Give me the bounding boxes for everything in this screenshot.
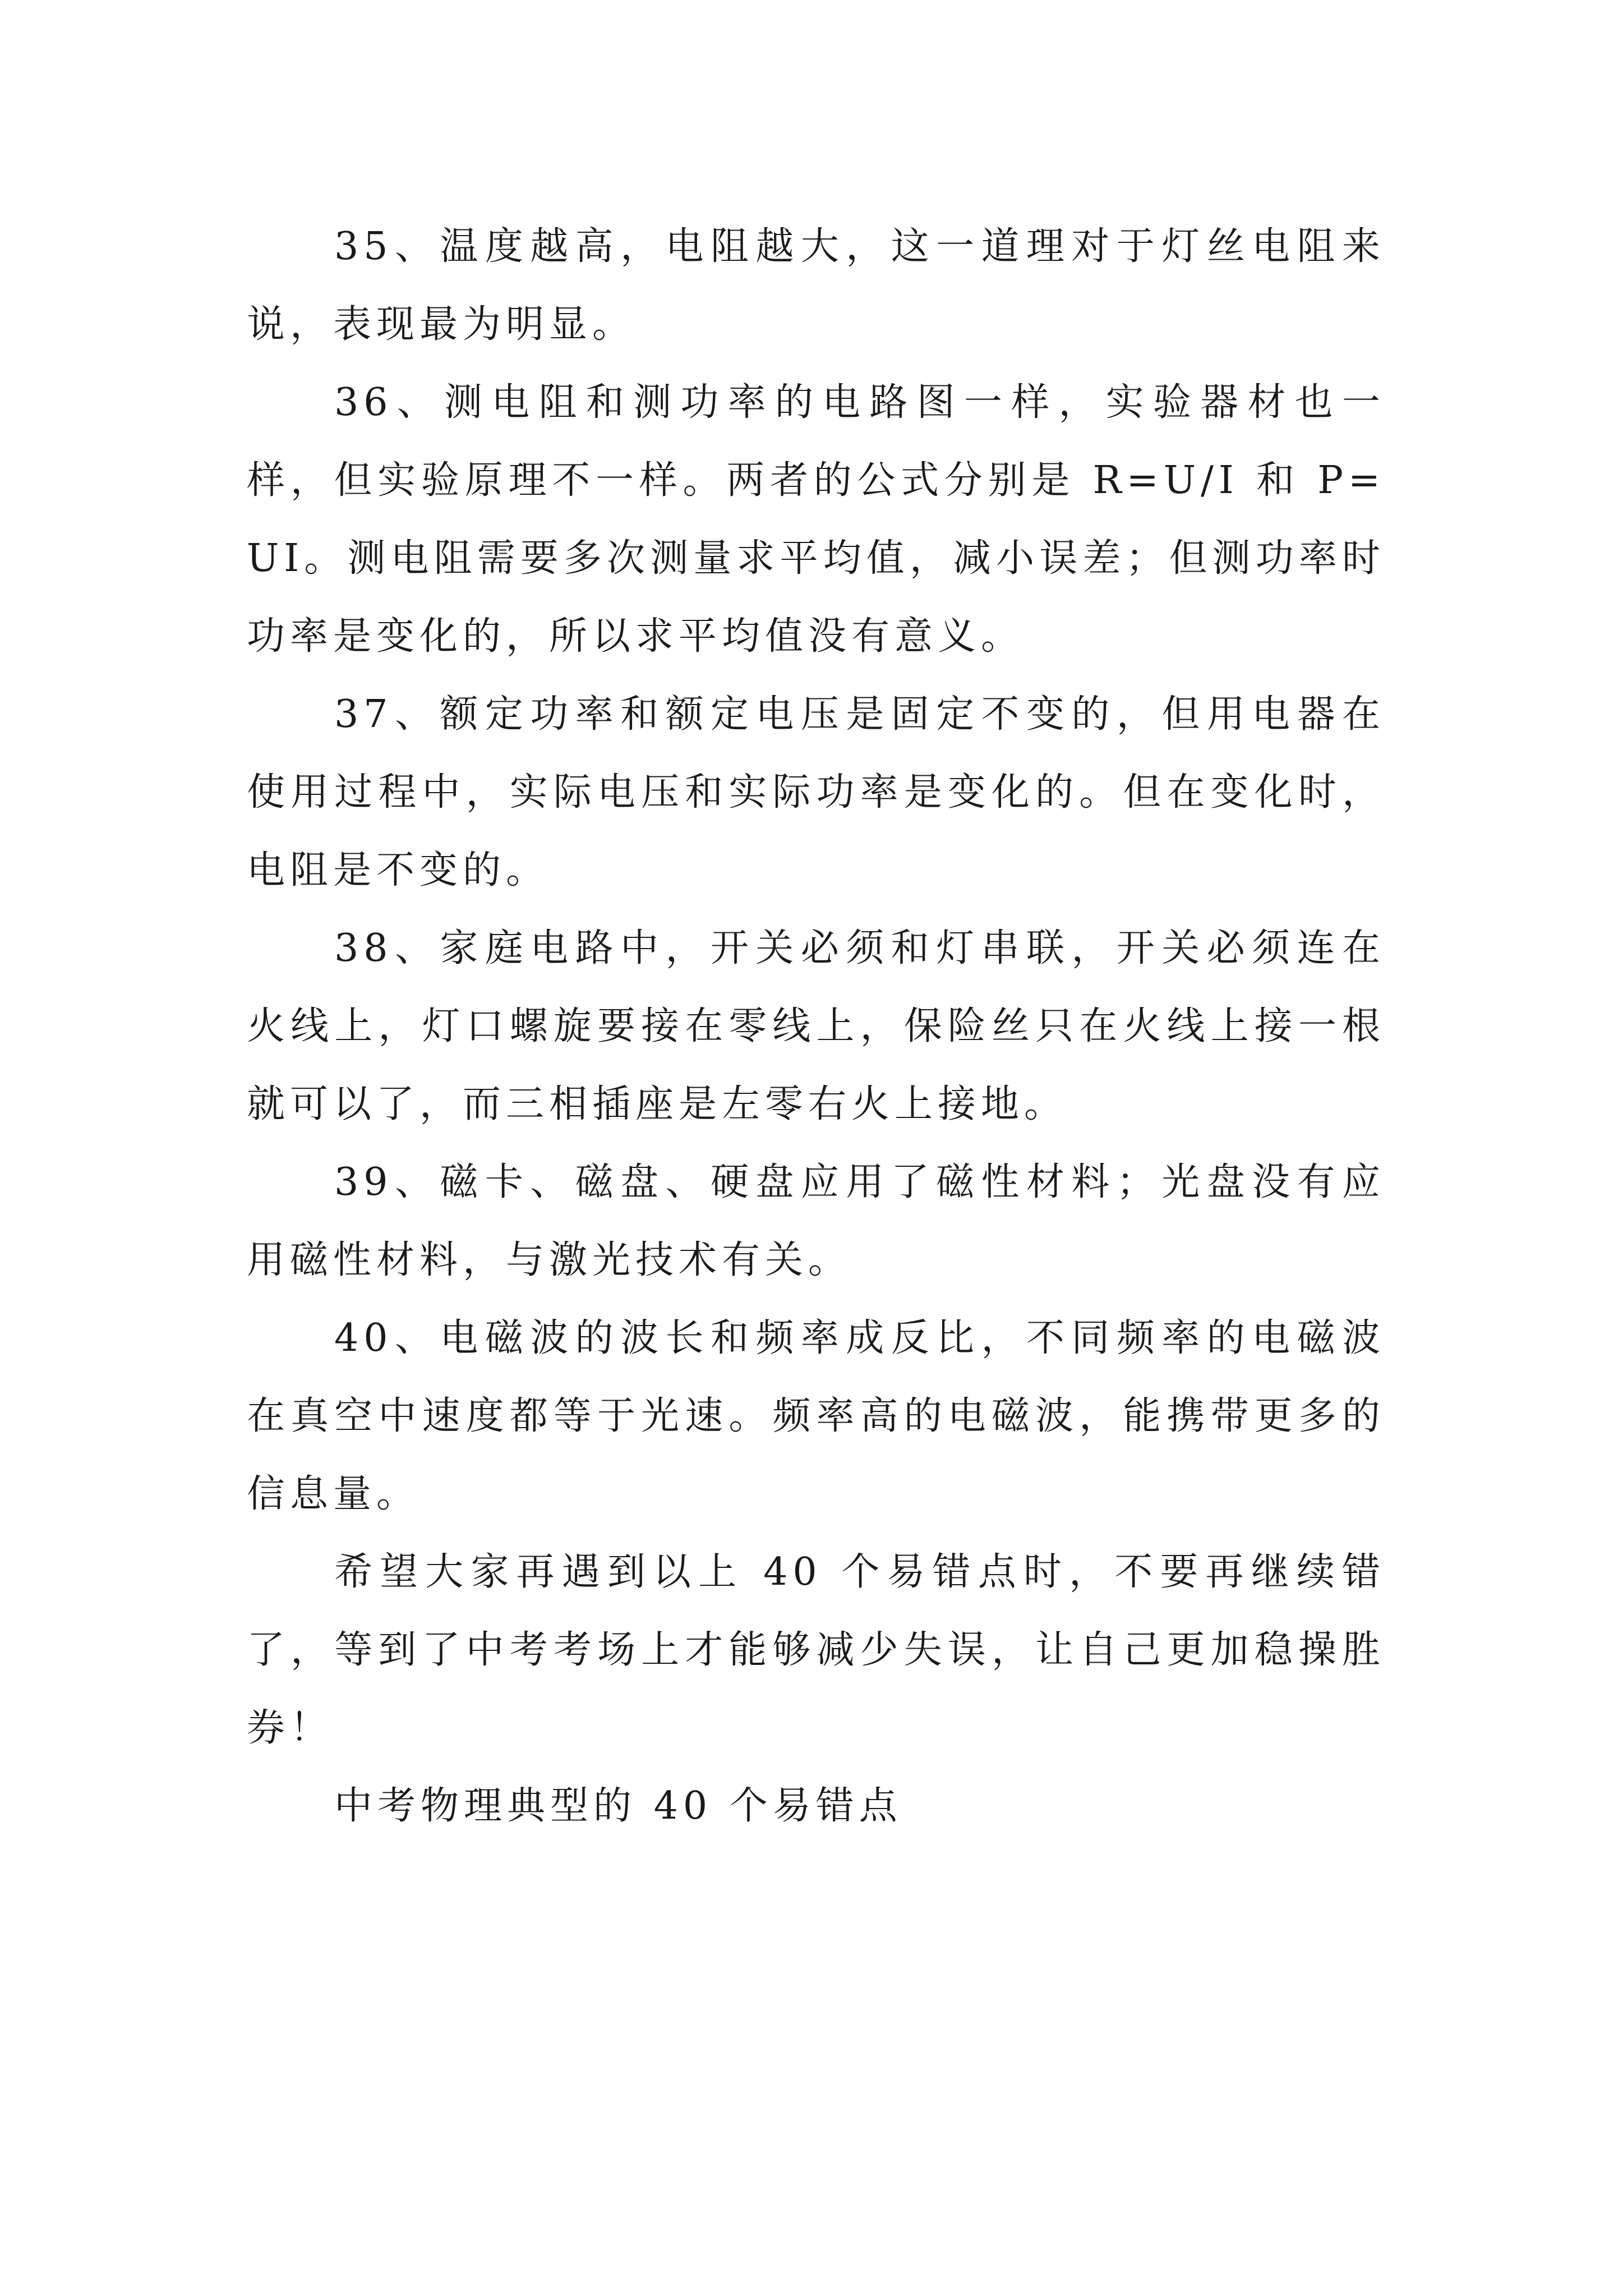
document-title-footer: 中考物理典型的 40 个易错点	[334, 1784, 902, 1828]
paragraph-35: 35、温度越高，电阻越大，这一道理对于灯丝电阻来说，表现最为明显。	[247, 224, 1385, 347]
closing-paragraph: 希望大家再遇到以上 40 个易错点时，不要再继续错了，等到了中考考场上才能够减少失误，让自己更加稳操胜券！	[247, 1550, 1385, 1750]
paragraph-36: 36、测电阻和测功率的电路图一样，实验器材也一样，但实验原理不一样。两者的公式分别是 R=U/I 和 P=UI。测电阻需要多次测量求平均值，减小误差；但测功率时功率是变化的，所以求平均值没有意义。	[247, 380, 1385, 659]
paragraph-37: 37、额定功率和额定电压是固定不变的，但用电器在使用过程中，实际电压和实际功率是变化的。但在变化时，电阻是不变的。	[247, 692, 1385, 892]
paragraph-38: 38、家庭电路中，开关必须和灯串联，开关必须连在火线上，灯口螺旋要接在零线上，保险丝只在火线上接一根就可以了，而三相插座是左零右火上接地。	[247, 926, 1385, 1126]
document-body	[247, 208, 1385, 1845]
paragraph-40: 40、电磁波的波长和频率成反比，不同频率的电磁波在真空中速度都等于光速。频率高的电磁波，能携带更多的信息量。	[247, 1316, 1385, 1516]
paragraph-39: 39、磁卡、磁盘、硬盘应用了磁性材料；光盘没有应用磁性材料，与激光技术有关。	[247, 1160, 1385, 1282]
